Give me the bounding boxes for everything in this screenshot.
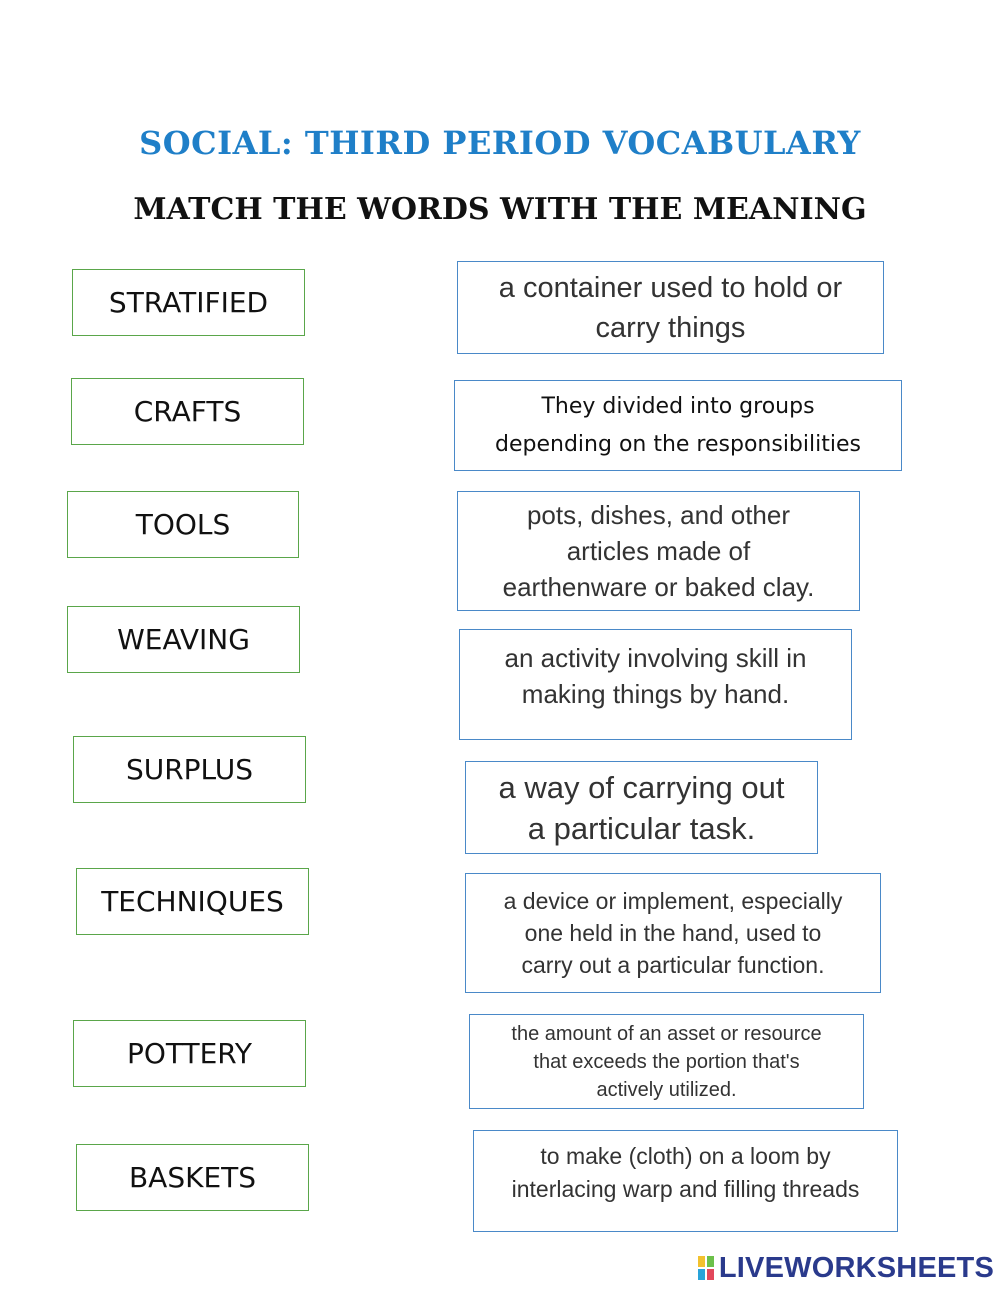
word-label: POTTERY <box>126 1037 253 1070</box>
word-box[interactable] <box>73 736 306 803</box>
meaning-box[interactable] <box>465 873 881 993</box>
worksheet-instructions: MATCH THE WORDS WITH THE MEANING <box>133 192 867 227</box>
word-label: STRATIFIED <box>108 286 269 319</box>
liveworksheets-logo <box>698 1250 994 1286</box>
word-label: TECHNIQUES <box>101 885 284 918</box>
meaning-box[interactable] <box>459 629 852 740</box>
word-box[interactable] <box>71 378 304 445</box>
word-label: WEAVING <box>117 623 250 656</box>
meaning-box[interactable] <box>457 491 860 611</box>
meaning-box[interactable] <box>469 1014 864 1109</box>
worksheet-title: SOCIAL: THIRD PERIOD VOCABULARY <box>139 124 861 162</box>
logo-text: LIVEWORKSHEETS <box>718 1251 994 1284</box>
meaning-text: a device or implement, especially one held in the hand, used to carry out a particular function. <box>503 888 843 978</box>
meaning-text: a container used to hold or carry things <box>498 271 843 344</box>
meaning-text: to make (cloth) on a loom by interlacing warp and filling threads <box>511 1143 860 1202</box>
meaning-text: an activity involving skill in making things by hand. <box>504 643 807 709</box>
word-label: CRAFTS <box>133 395 242 428</box>
meaning-box[interactable] <box>465 761 818 854</box>
word-box[interactable] <box>76 1144 309 1211</box>
word-box[interactable] <box>72 269 305 336</box>
meaning-text: a way of carrying out a particular task. <box>498 769 785 846</box>
meaning-box[interactable] <box>457 261 884 354</box>
meaning-text: They divided into groups depending on the responsibilities <box>495 393 861 457</box>
meaning-box[interactable] <box>473 1130 898 1232</box>
word-label: TOOLS <box>135 508 231 541</box>
word-box[interactable] <box>76 868 309 935</box>
word-box[interactable] <box>67 491 299 558</box>
meaning-box[interactable] <box>454 380 902 471</box>
word-label: SURPLUS <box>125 753 254 786</box>
word-box[interactable] <box>67 606 300 673</box>
meaning-text: the amount of an asset or resource that exceeds the portion that's actively utilized. <box>511 1022 822 1101</box>
word-label: BASKETS <box>128 1161 257 1194</box>
word-box[interactable] <box>73 1020 306 1087</box>
liveworksheets-mark-icon <box>698 1256 714 1280</box>
meaning-text: pots, dishes, and other articles made of earthenware or baked clay. <box>502 500 815 602</box>
